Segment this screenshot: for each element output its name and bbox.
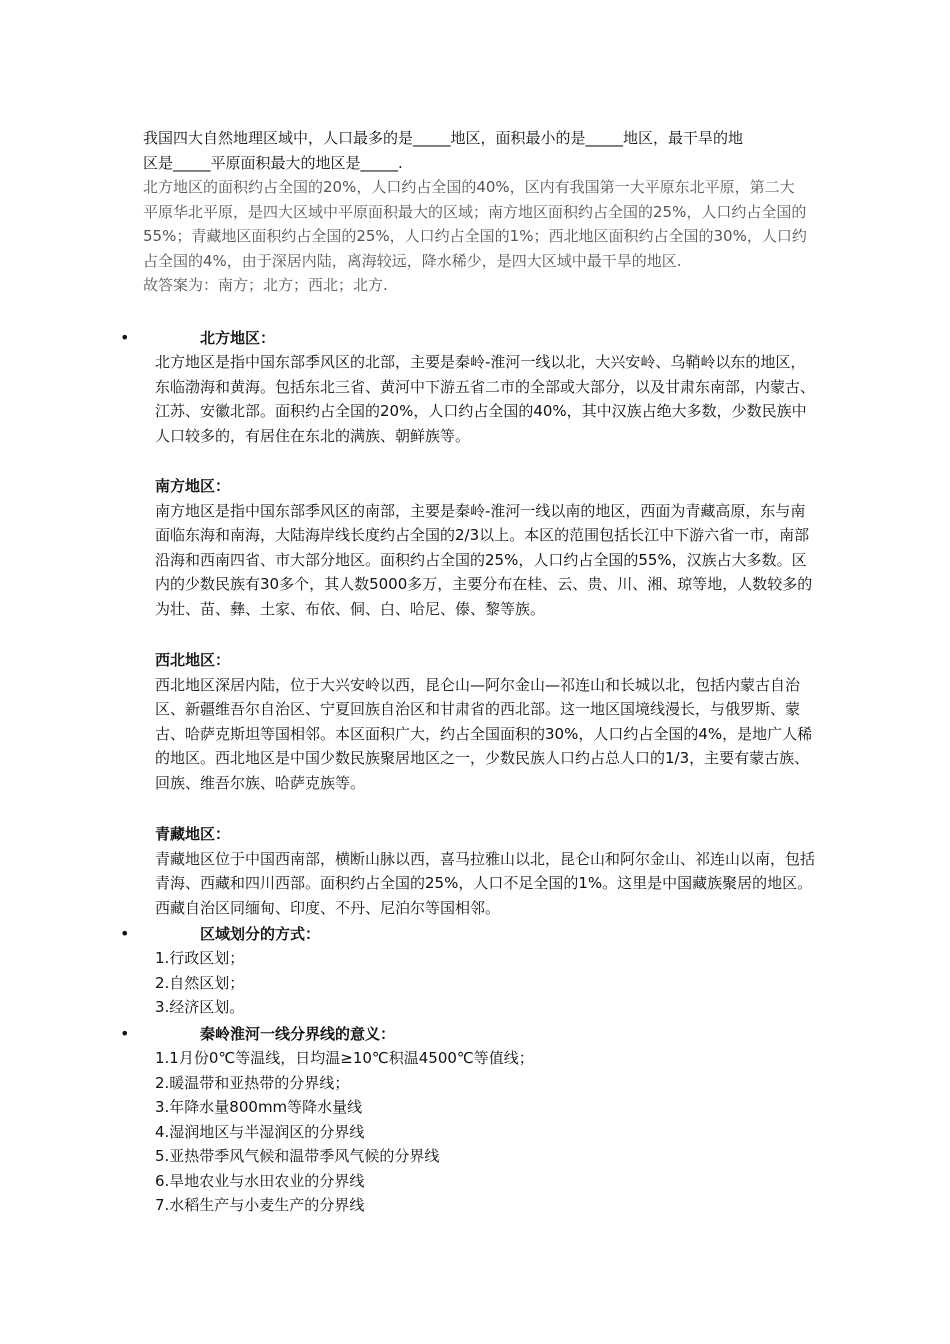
qinling-heading: 秦岭淮河一线分界线的意义： bbox=[200, 1025, 396, 1043]
list-item: 1.行政区划； bbox=[155, 949, 245, 967]
qingzang-heading: 青藏地区： bbox=[155, 825, 231, 843]
list-item: 1.1月份0℃等温线，日均温≥10℃积温4500℃等值线； bbox=[155, 1049, 534, 1067]
question-answer: 故答案为：南方；北方；西北；北方. bbox=[143, 276, 388, 294]
south-heading: 南方地区： bbox=[155, 477, 231, 495]
list-item: 4.湿润地区与半湿润区的分界线 bbox=[155, 1122, 365, 1141]
list-item: 7.水稻生产与小麦生产的分界线 bbox=[155, 1196, 365, 1214]
list-item: 3.经济区划。 bbox=[155, 998, 245, 1016]
question-block bbox=[143, 126, 808, 298]
list-item: 2.暖温带和亚热带的分界线； bbox=[155, 1073, 350, 1092]
north-section bbox=[155, 350, 815, 448]
question-line-1: 我国四大自然地理区域中，人口最多的是_____地区，面积最小的是_____地区，最干旱的地 bbox=[143, 129, 744, 147]
division-heading: 区域划分的方式： bbox=[200, 925, 321, 943]
north-region-heading: 北方地区： bbox=[200, 329, 276, 347]
question-explanation: 北方地区的面积约占全国的20%，人口约占全国的40%，区内有我国第一大平原东北平原，第二大平原华北平原，是四大区域中平原面积最大的区域；南方地区面积约占全国的25%，人口约占全国的55%；青藏地区面积约占全国的25%，人口约占全国的1%；西北地区面积约占全国的30%，人口约占全国的4%，由于深居内陆，离海较远，降水稀少，是四大区域中最干旱的地区. bbox=[143, 178, 807, 270]
south-section bbox=[155, 474, 815, 621]
list-item: 2.自然区划； bbox=[155, 973, 245, 992]
north-body: 北方地区是指中国东部季风区的北部，主要是秦岭-淮河一线以北，大兴安岭、乌鞘岭以东的地区，东临渤海和黄海。包括东北三省、黄河中下游五省二市的全部或大部分，以及甘肃东南部，内蒙古、江苏、安徽北部。面积约占全国的20%，人口约占全国的40%，其中汉族占绝大多数，少数民族中人口较多的，有居住在东北的满族、朝鲜族等。 bbox=[155, 353, 816, 445]
qingzang-section bbox=[155, 822, 815, 920]
qinling-list bbox=[155, 1046, 534, 1218]
qingzang-body: 青藏地区位于中国西南部，横断山脉以西，喜马拉雅山以北，昆仑山和阿尔金山、祁连山以南，包括青海、西藏和四川西部。面积约占全国的25%，人口不足全国的1%。这里是中国藏族聚居的地区。西藏自治区同缅甸、印度、不丹、尼泊尔等国相邻。 bbox=[155, 849, 816, 917]
list-item: 3.年降水量800mm等降水量线 bbox=[155, 1098, 363, 1116]
bullet-icon: • bbox=[120, 1024, 130, 1043]
list-item: 6.旱地农业与水田农业的分界线 bbox=[155, 1171, 365, 1190]
south-body: 南方地区是指中国东部季风区的南部，主要是秦岭-淮河一线以南的地区，西面为青藏高原，东与南面临东海和南海，大陆海岸线长度约占全国的2/3以上。本区的范围包括长江中下游六省一市，南部沿海和西南四省、市大部分地区。面积约占全国的25%，人口约占全国的55%，汉族占大多数。区内的少数民族有30多个，其人数5000多万，主要分布在桂、云、贵、川、湘、琼等地，人数较多的为壮、苗、彝、土家、布依、侗、白、哈尼、傣、黎等族。 bbox=[155, 501, 813, 618]
bullet-icon: • bbox=[120, 924, 130, 943]
northwest-heading: 西北地区： bbox=[155, 651, 231, 669]
northwest-section bbox=[155, 648, 815, 795]
division-list bbox=[155, 946, 244, 1020]
list-item: 5.亚热带季风气候和温带季风气候的分界线 bbox=[155, 1147, 440, 1165]
bullet-icon: • bbox=[120, 328, 130, 347]
question-line-2: 区是_____平原面积最大的地区是_____. bbox=[143, 153, 403, 172]
northwest-body: 西北地区深居内陆，位于大兴安岭以西，昆仑山—阿尔金山—祁连山和长城以北，包括内蒙古自治区、新疆维吾尔自治区、宁夏回族自治区和甘肃省的西北部。这一地区国境线漫长，与俄罗斯、蒙古、哈萨克斯坦等国相邻。本区面积广大，约占全国面积的30%，人口约占全国的4%，是地广人稀的地区。西北地区是中国少数民族聚居地区之一，少数民族人口约占总人口的1/3，主要有蒙古族、回族、维吾尔族、哈萨克族等。 bbox=[155, 675, 813, 792]
